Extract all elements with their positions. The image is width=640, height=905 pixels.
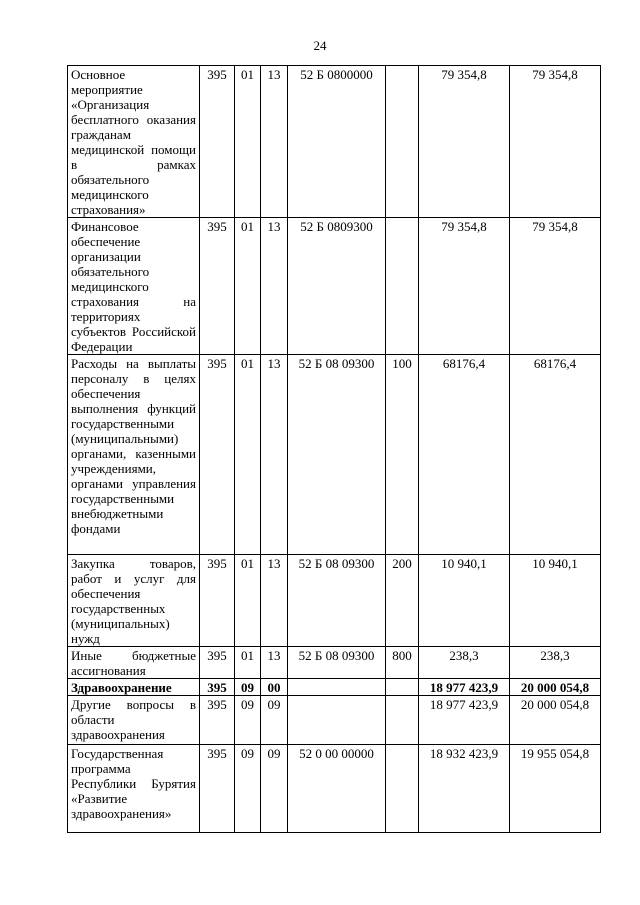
section-code: 01: [235, 555, 261, 647]
ministry-code: 395: [200, 696, 235, 745]
subsection-code: 13: [261, 66, 288, 218]
ministry-code: 395: [200, 218, 235, 355]
amount-first: 238,3: [419, 647, 510, 679]
amount-second: 19 955 054,8: [510, 745, 601, 833]
table-row: [68, 555, 601, 647]
section-code: 09: [235, 679, 261, 696]
amount-first: 10 940,1: [419, 555, 510, 647]
row-name: Здравоохранение: [68, 679, 200, 696]
subsection-code: 13: [261, 218, 288, 355]
row-name: Иные бюджетные ассигнования: [68, 647, 200, 679]
target-article: [288, 696, 386, 745]
table-row: [68, 647, 601, 679]
table-row: [68, 218, 601, 355]
amount-first: 79 354,8: [419, 66, 510, 218]
expense-type: [386, 218, 419, 355]
expense-type: 200: [386, 555, 419, 647]
target-article: 52 Б 08 09300: [288, 647, 386, 679]
target-article: 52 0 00 00000: [288, 745, 386, 833]
expense-type: [386, 745, 419, 833]
amount-second: 238,3: [510, 647, 601, 679]
table-row: [68, 66, 601, 218]
row-name: Закупка товаров, работ и услуг для обеспечения государственных (муниципальных) нужд: [68, 555, 200, 647]
ministry-code: 395: [200, 66, 235, 218]
section-code: 09: [235, 696, 261, 745]
expense-type: 100: [386, 355, 419, 555]
row-name: Основное мероприятие «Организация бесплатного оказания гражданам медицинской помощи в рамках обязательного медицинского страхования»: [68, 66, 200, 218]
ministry-code: 395: [200, 745, 235, 833]
table-row: [68, 745, 601, 833]
row-name: Расходы на выплаты персоналу в целях обеспечения выполнения функций государственными (муниципальными) органами, казенными учреждениями, органами управления государственными внебюджетными фондами: [68, 355, 200, 555]
subsection-code: 09: [261, 696, 288, 745]
subsection-code: 00: [261, 679, 288, 696]
target-article: 52 Б 0809300: [288, 218, 386, 355]
table-row: [68, 679, 601, 696]
amount-second: 10 940,1: [510, 555, 601, 647]
expense-type: [386, 696, 419, 745]
section-code: 01: [235, 66, 261, 218]
amount-first: 18 932 423,9: [419, 745, 510, 833]
amount-first: 18 977 423,9: [419, 696, 510, 745]
amount-second: 20 000 054,8: [510, 679, 601, 696]
section-code: 01: [235, 647, 261, 679]
subsection-code: 13: [261, 355, 288, 555]
section-code: 01: [235, 218, 261, 355]
target-article: 52 Б 08 09300: [288, 355, 386, 555]
table-row: [68, 696, 601, 745]
row-name: Финансовое обеспечение организации обязательного медицинского страхования на территориях субъектов Российской Федерации: [68, 218, 200, 355]
amount-second: 68176,4: [510, 355, 601, 555]
ministry-code: 395: [200, 679, 235, 696]
subsection-code: 13: [261, 647, 288, 679]
amount-first: 79 354,8: [419, 218, 510, 355]
target-article: [288, 679, 386, 696]
subsection-code: 13: [261, 555, 288, 647]
expense-type: 800: [386, 647, 419, 679]
subsection-code: 09: [261, 745, 288, 833]
row-name: Другие вопросы в области здравоохранения: [68, 696, 200, 745]
target-article: 52 Б 0800000: [288, 66, 386, 218]
ministry-code: 395: [200, 555, 235, 647]
section-code: 09: [235, 745, 261, 833]
ministry-code: 395: [200, 647, 235, 679]
amount-first: 18 977 423,9: [419, 679, 510, 696]
budget-table: [67, 65, 601, 833]
amount-second: 20 000 054,8: [510, 696, 601, 745]
amount-second: 79 354,8: [510, 66, 601, 218]
page-number: 24: [313, 38, 327, 53]
target-article: 52 Б 08 09300: [288, 555, 386, 647]
row-name: Государственная программа Республики Бурятия «Развитие здравоохранения»: [68, 745, 200, 833]
section-code: 01: [235, 355, 261, 555]
ministry-code: 395: [200, 355, 235, 555]
expense-type: [386, 679, 419, 696]
amount-second: 79 354,8: [510, 218, 601, 355]
expense-type: [386, 66, 419, 218]
amount-first: 68176,4: [419, 355, 510, 555]
table-row: [68, 355, 601, 555]
